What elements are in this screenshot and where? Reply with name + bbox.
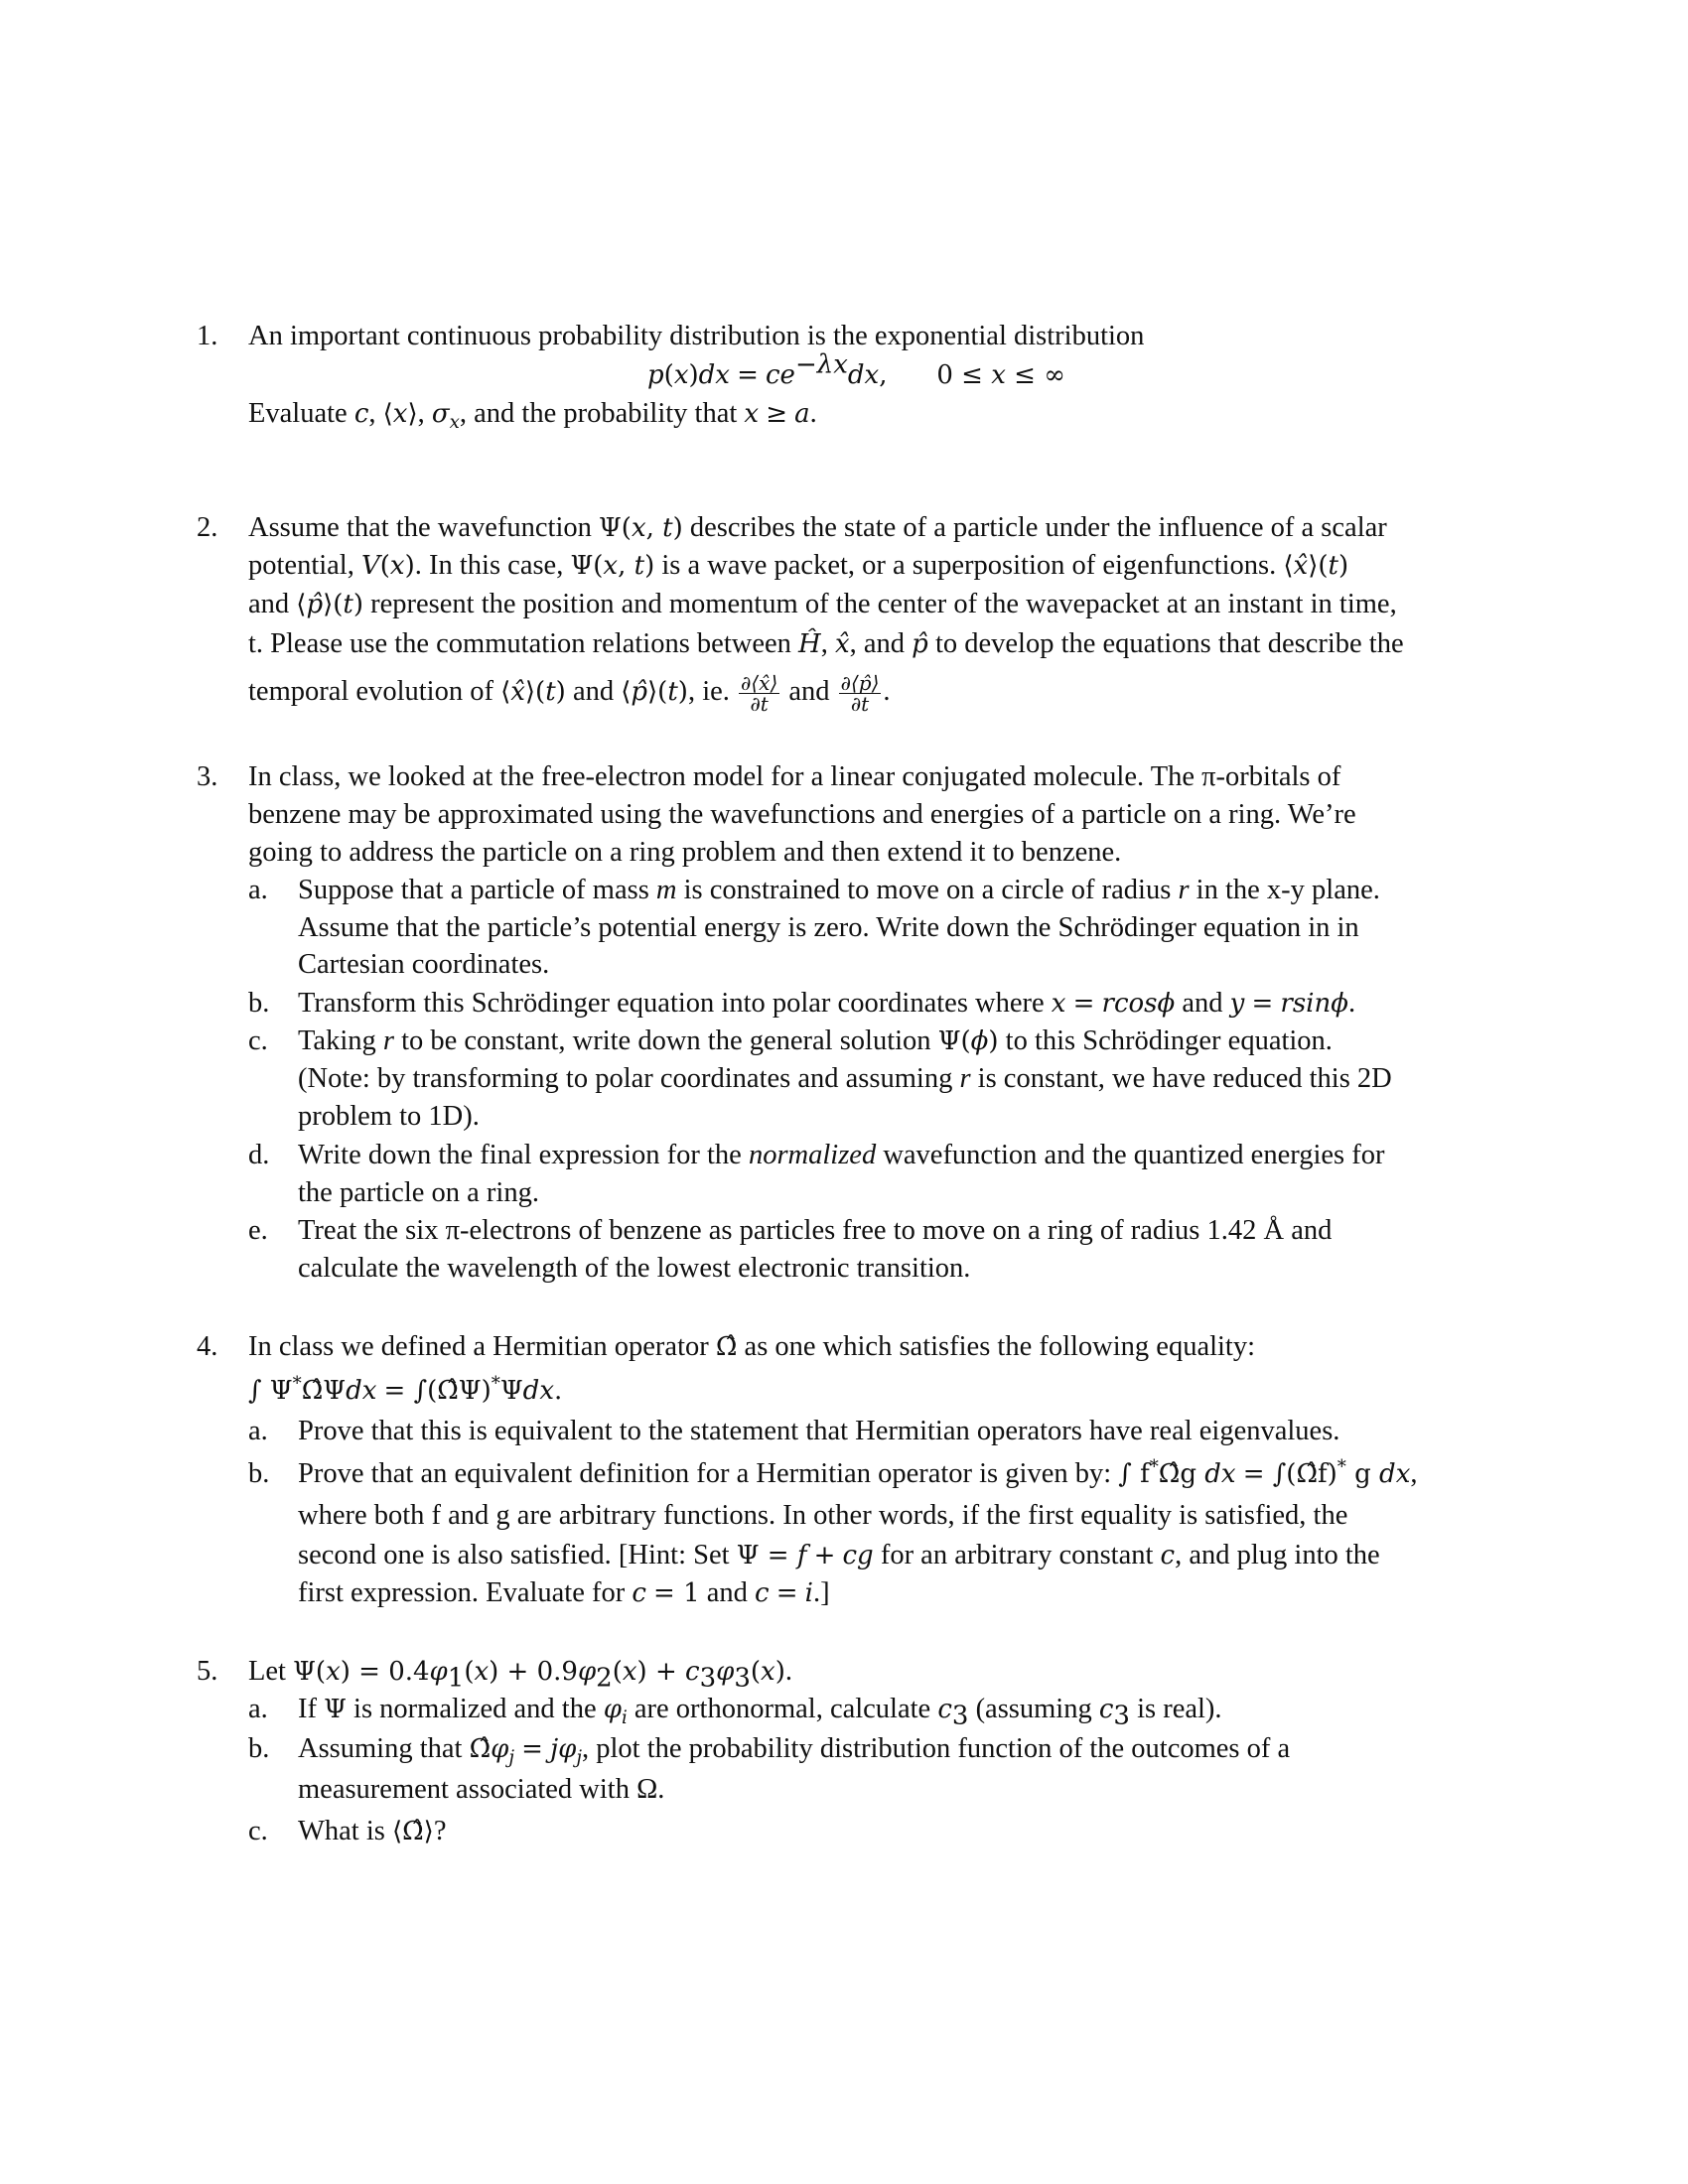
problem-1-line-1: An important continuous probability distribution is the exponential distribution [248, 321, 1145, 351]
problem-2-line-4: t. Please use the commutation relations between Ĥ, x̂, and p̂ to develop the equations that describe the [248, 628, 1404, 659]
problem-5b-line-1: Assuming that $\Omegâ\varphi_j = j\varphi_j$, plot the probability distribution function of the outcomes of a [298, 1733, 1291, 1769]
problem-5c-line-1: What is ⟨Ω̂⟩? [298, 1816, 447, 1846]
problem-5b-line-2: measurement associated with Ω. [298, 1774, 665, 1805]
problem-3d-letter: d. [248, 1140, 270, 1170]
problem-3b-letter: b. [248, 988, 270, 1019]
problem-1-line-3: Evaluate c, ⟨x⟩, $\sigma_x$, and the probability that x ≥ a. [248, 398, 817, 434]
problem-4a-letter: a. [248, 1416, 268, 1446]
problem-2-line-1: Assume that the wavefunction Ψ(x, t) describes the state of a particle under the influence of a scalar [248, 512, 1387, 543]
problem-3-line-3: going to address the particle on a ring problem and then extend it to benzene. [248, 837, 1122, 868]
problem-3-number: 3. [197, 761, 218, 792]
problem-4b-letter: b. [248, 1458, 270, 1489]
problem-3e-letter: e. [248, 1215, 268, 1246]
problem-5b-letter: b. [248, 1733, 270, 1764]
problem-3c-letter: c. [248, 1025, 268, 1056]
problem-3d-line-2: the particle on a ring. [298, 1177, 539, 1208]
problem-3c-line-3: problem to 1D). [298, 1101, 480, 1132]
dp-dt-fraction: $\frac{\partial⟨p̂⟩}{\partial t}$ [840, 671, 880, 716]
problem-3a-line-3: Cartesian coordinates. [298, 949, 550, 980]
problem-5a-line-1: If Ψ is normalized and the $\varphi_i$ are orthonormal, calculate $c_3$ (assuming $c_3$ is real). [298, 1694, 1222, 1731]
problem-2-line-5: temporal evolution of ⟨x̂⟩(t) and ⟨p̂⟩(t), ie. $\frac{\partial⟨x̂⟩}{\partial t}$ and $\frac{\partial⟨p̂⟩}{\partial t}$ . [248, 671, 891, 716]
problem-4b-line-4: first expression. Evaluate for c = 1 and c = i.] [298, 1577, 830, 1608]
problem-4-equation: ∫ Ψ*Ω̂Ψdx = ∫(Ω̂Ψ)*Ψdx. [248, 1373, 563, 1406]
problem-3c-line-2: (Note: by transforming to polar coordinates and assuming r is constant, we have reduced this 2D [298, 1063, 1392, 1094]
problem-5-line-1: Let $\Psi(x) = 0.4\varphi_1(x) + 0.9\varphi_2(x) + c_3\varphi_3(x)$. [248, 1656, 792, 1694]
problem-4-number: 4. [197, 1331, 218, 1362]
problem-1-number: 1. [197, 321, 218, 351]
problem-5c-letter: c. [248, 1816, 268, 1846]
problem-3a-line-2: Assume that the particle’s potential energy is zero. Write down the Schrödinger equation in in [298, 912, 1359, 943]
problem-2-number: 2. [197, 512, 218, 543]
problem-3e-line-2: calculate the wavelength of the lowest electronic transition. [298, 1253, 971, 1284]
problem-3e-line-1: Treat the six π-electrons of benzene as particles free to move on a ring of radius 1.42 Å and [298, 1215, 1333, 1246]
problem-4b-line-3: second one is also satisfied. [Hint: Set Ψ = f + cg for an arbitrary constant c, and plug into the [298, 1540, 1380, 1570]
problem-4-line-1: In class we defined a Hermitian operator Ω̂ as one which satisfies the following equality: [248, 1331, 1256, 1362]
problem-4b-line-1: Prove that an equivalent definition for a Hermitian operator is given by: ∫ f*Ω̂g dx = ∫(Ω̂f)* g dx, [298, 1456, 1418, 1489]
problem-3a-letter: a. [248, 875, 268, 905]
problem-3d-line-1: Write down the final expression for the normalized wavefunction and the quantized energies for [298, 1140, 1385, 1170]
problem-2-line-2: potential, V(x). In this case, Ψ(x, t) is a wave packet, or a superposition of eigenfunctions. ⟨x̂⟩(t) [248, 550, 1349, 581]
problem-3c-line-1: Taking r to be constant, write down the general solution Ψ(ϕ) to this Schrödinger equation. [298, 1025, 1333, 1056]
problem-5a-letter: a. [248, 1694, 268, 1724]
problem-4b-line-2: where both f and g are arbitrary functions. In other words, if the first equality is satisfied, the [298, 1500, 1348, 1531]
problem-1-equation: $p(x)dx = ce^{-\lambda x}dx$, 0 ≤ x ≤ ∞ [647, 349, 1065, 390]
problem-5-number: 5. [197, 1656, 218, 1687]
problem-3-line-2: benzene may be approximated using the wavefunctions and energies of a particle on a ring. We’re [248, 799, 1356, 830]
problem-2-line-3: and ⟨p̂⟩(t) represent the position and momentum of the center of the wavepacket at an instant in time, [248, 589, 1397, 619]
problem-3b-line-1: Transform this Schrödinger equation into polar coordinates where x = rcosϕ and y = rsinϕ. [298, 988, 1356, 1019]
problem-3-line-1: In class, we looked at the free-electron model for a linear conjugated molecule. The π-orbitals of [248, 761, 1341, 792]
dx-dt-fraction: $\frac{\partial⟨x̂⟩}{\partial t}$ [741, 671, 778, 716]
problem-4a-line-1: Prove that this is equivalent to the statement that Hermitian operators have real eigenvalues. [298, 1416, 1340, 1446]
problem-3a-line-1: Suppose that a particle of mass m is constrained to move on a circle of radius r in the x-y plane. [298, 875, 1380, 905]
